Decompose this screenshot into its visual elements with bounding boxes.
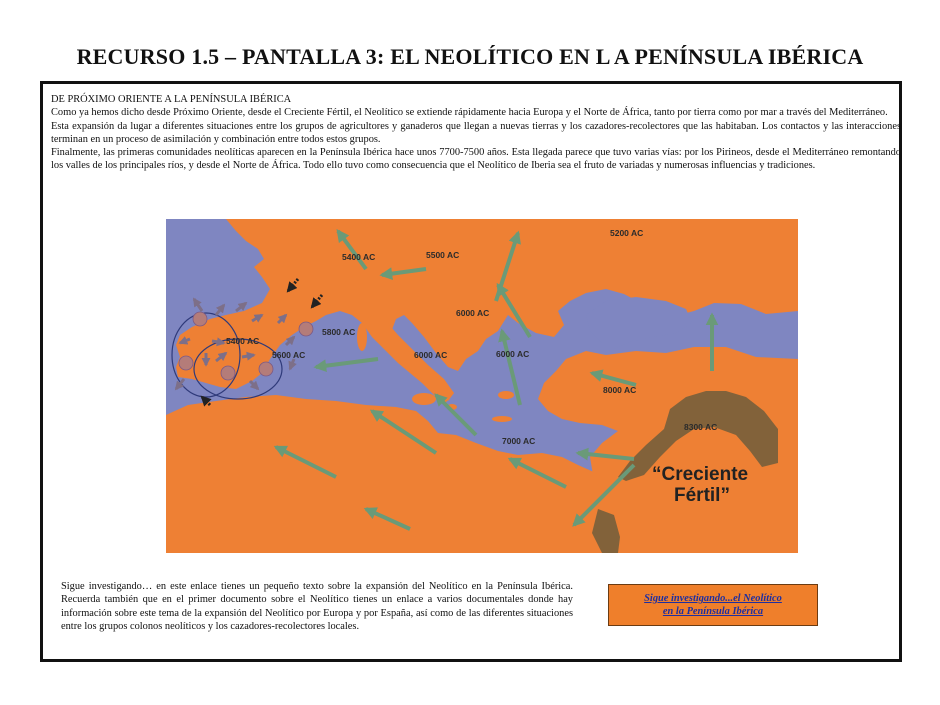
link-line-1: Sigue investigando...el Neolítico — [644, 593, 782, 604]
page-title: RECURSO 1.5 – PANTALLA 3: EL NEOLÍTICO EN L A PENÍNSULA IBÉRICA — [76, 44, 864, 69]
label-5800: 5800 AC — [322, 327, 356, 337]
label-5600: 5600 AC — [272, 350, 306, 360]
label-5400-iberia: 5400 AC — [226, 336, 260, 346]
neolithic-expansion-map — [166, 219, 798, 553]
label-5400-north: 5400 AC — [342, 252, 376, 262]
intro-text — [51, 93, 901, 173]
label-8000: 8000 AC — [603, 385, 637, 395]
island — [498, 391, 514, 399]
further-reading-link[interactable] — [644, 592, 782, 618]
label-7000: 7000 AC — [502, 436, 536, 446]
further-reading-link-box[interactable] — [608, 584, 818, 626]
label-6000-c: 6000 AC — [496, 349, 530, 359]
link-line-2: en la Península Ibérica — [662, 606, 764, 617]
fertile-crescent-label-line2: Fértil” — [674, 485, 730, 506]
label-5200: 5200 AC — [610, 228, 644, 238]
further-reading-text: Sigue investigando… en este enlace tienes un pequeño texto sobre la expansión del Neolítico en la Península Ibérica. Recuerda también que en el primer documento sobre el Neolítico tienes un enlace a varios documentales donde hay información sobre este tema de la expansión del Neolítico por Europa y por España, así como de las diferentes situaciones entre los grupos colonos neolíticos y los cazadores-recolectores locales. — [61, 581, 573, 633]
island — [492, 416, 512, 422]
intro-paragraph-2: Esta expansión da lugar a diferentes situaciones entre los grupos de agricultores y ganaderos que llegan a nuevas tierras y los cazadores-recolectores que las habitaban. Los contactos y las interacciones terminan en un proceso de asimilación y combinación entre todos estos grupos. — [51, 120, 901, 145]
fertile-crescent-label-line1: “Creciente — [652, 464, 749, 485]
island-sardinia — [357, 323, 367, 351]
island-sicily — [412, 393, 436, 405]
label-6000-b: 6000 AC — [414, 350, 448, 360]
label-8300: 8300 AC — [684, 422, 718, 432]
intro-paragraph-3: Finalmente, las primeras comunidades neolíticas aparecen en la Península Ibérica hace unos 7700-7500 años. Esta llegada parece que tuvo varias vías: por los Pirineos, desde el Mediterráneo remontando los valles de los principales ríos, y desde el Norte de África. Todo ello tuvo como consecuencia que el Neolítico de Iberia sea el fruto de variadas y numerosas influencias y tradiciones. — [51, 147, 901, 172]
intro-paragraph-1: Como ya hemos dicho desde Próximo Oriente, desde el Creciente Fértil, el Neolítico se extiende rápidamente hacia Europa y el Norte de África, tanto por tierra como por mar a través del Mediterráneo. — [51, 107, 888, 119]
label-6000-a: 6000 AC — [456, 308, 490, 318]
intro-heading: DE PRÓXIMO ORIENTE A LA PENÍNSULA IBÉRICA — [51, 94, 292, 105]
label-5500: 5500 AC — [426, 250, 460, 260]
